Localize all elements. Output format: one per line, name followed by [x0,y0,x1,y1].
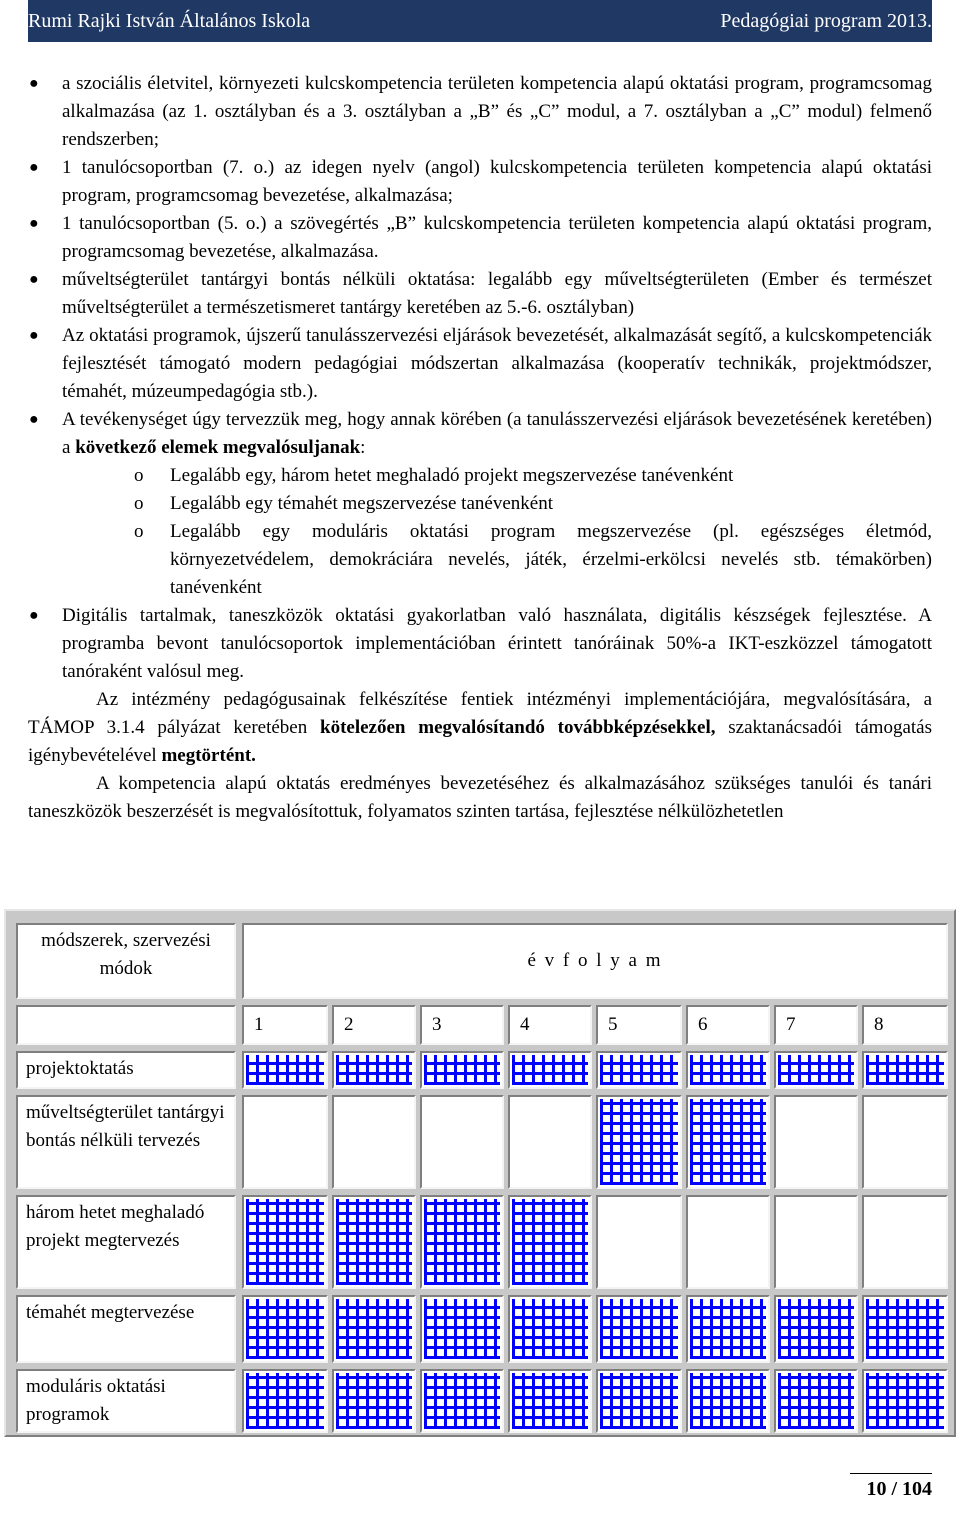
hatched-cell [596,1295,682,1363]
hatched-cell [242,1295,328,1363]
hatched-cell [596,1369,682,1433]
empty-cell [862,1195,948,1289]
grade-label: 5 [596,1005,682,1045]
empty-cell [332,1095,416,1189]
sub-item: o Legalább egy témahét megszervezése tanévenként [28,490,932,518]
grid-hatch-icon [690,1373,766,1429]
corner-header: módszerek, szervezési módok [16,923,236,999]
hatched-cell [420,1369,504,1433]
hatched-cell [508,1051,592,1089]
hatched-cell [596,1095,682,1189]
grid-hatch-icon [336,1373,412,1429]
grid-hatch-icon [424,1373,500,1429]
row-label: projektoktatás [16,1051,236,1089]
paragraph: A kompetencia alapú oktatás eredményes bevezetéséhez és alkalmazásához szükséges tanulói és tanári taneszközök beszerzését is megvalósítottuk, folyamatos szinten tartása, fejlesztése nélkülözhetetlen [28,773,932,822]
hatched-cell [686,1295,770,1363]
bullet-item: ● a szociális életvitel, környezeti kulcskompetencia területen kompetencia alapú oktatási program, programcsomag alkalmazása (az 1. osztályban és a 3. osztályban a „B” és „C” modul, a 7. osztályban a „C” modul) felmenő rendszerben; [28,70,932,154]
grid-hatch-icon [600,1299,678,1359]
grid-hatch-icon [512,1055,588,1085]
grid-hatch-icon [690,1055,766,1085]
grid-hatch-icon [246,1373,324,1429]
hatched-cell [332,1369,416,1433]
bullet-item: ● A tevékenységet úgy tervezzük meg, hogy annak körében (a tanulásszervezési eljárások bevezetésének keretében) a következő elemek megvalósuljanak: [28,406,932,462]
bullet-item: ● 1 tanulócsoportban (5. o.) a szövegértés „B” kulcskompetencia területen kompetencia alapú oktatási program, programcsomag bevezetése, alkalmazása. [28,210,932,266]
grid-hatch-icon [866,1055,944,1085]
hatched-cell [774,1369,858,1433]
hatched-cell [774,1295,858,1363]
hatched-cell [508,1369,592,1433]
empty-cell [596,1195,682,1289]
grid-hatch-icon [866,1299,944,1359]
grid-hatch-icon [778,1055,854,1085]
grid-hatch-icon [690,1099,766,1185]
grade-label: 7 [774,1005,858,1045]
bullet-icon: ● [29,271,39,288]
methods-table [4,909,956,1437]
grid-hatch-icon [246,1055,324,1085]
grid-hatch-icon [778,1299,854,1359]
page-header [28,0,932,42]
grade-label: 6 [686,1005,770,1045]
row-label: moduláris oktatási programok [16,1369,236,1433]
grid-hatch-icon [600,1373,678,1429]
grade-label: 8 [862,1005,948,1045]
bullet-icon: ● [29,607,39,624]
hatched-cell [420,1295,504,1363]
row-label: témahét megtervezése [16,1295,236,1363]
bullet-icon: ● [29,159,39,176]
grade-label: 2 [332,1005,416,1045]
school-name: Rumi Rajki István Általános Iskola [28,9,311,32]
grid-hatch-icon [600,1099,678,1185]
grid-hatch-icon [424,1199,500,1285]
page-number: 10 / 104 [866,1478,932,1500]
bullet-item: ● Az oktatási programok, újszerű tanulásszervezési eljárások bevezetését, alkalmazását segítő, a kulcskompetenciák fejlesztését támogató modern pedagógiai módszertan alkalmazása (kooperatív technikák, projektmódszer, témahét, múzeumpedagógia stb.). [28,322,932,406]
grid-hatch-icon [512,1373,588,1429]
bullet-item: ● Digitális tartalmak, taneszközök oktatási gyakorlatban való használata, digitális készségek fejlesztése. A programba bevont tanulócsoportok implementációban érintett tanóráinak 50%-a IKT-eszközzel támogatott tanóraként valósul meg. [28,602,932,686]
grade-label: 3 [420,1005,504,1045]
grid-hatch-icon [336,1299,412,1359]
grid-hatch-icon [336,1199,412,1285]
grid-hatch-icon [424,1299,500,1359]
circle-bullet-icon: o [134,521,144,542]
grid-hatch-icon [246,1299,324,1359]
circle-bullet-icon: o [134,465,144,486]
grid-hatch-icon [600,1055,678,1085]
body-text [28,70,932,826]
hatched-cell [862,1051,948,1089]
hatched-cell [596,1051,682,1089]
hatched-cell [332,1051,416,1089]
grade-header: é v f o l y a m [242,923,948,999]
sub-item: o Legalább egy, három hetet meghaladó projekt megszervezése tanévenként [28,462,932,490]
bullet-icon: ● [29,215,39,232]
grid-hatch-icon [512,1299,588,1359]
empty-cell [686,1195,770,1289]
bullet-item: ● 1 tanulócsoportban (7. o.) az idegen nyelv (angol) kulcskompetencia területen kompetencia alapú oktatási program, programcsomag bevezetése, alkalmazása; [28,154,932,210]
empty-cell [242,1095,328,1189]
hatched-cell [686,1369,770,1433]
empty-cell [774,1195,858,1289]
paragraph: Az intézmény pedagógusainak felkészítése fentiek intézményi implementációjára, megvalósítására, a TÁMOP 3.1.4 pályázat keretében kötelezően megvalósítandó továbbképzésekkel, szaktanácsadói támogatás igénybevételével megtörtént. [28,689,933,766]
grid-hatch-icon [246,1199,324,1285]
bullet-item: ● műveltségterület tantárgyi bontás nélküli oktatása: legalább egy műveltségterületen (Ember és természet műveltségterület a természetismeret tantárgy keretében az 5.-6. osztályban) [28,266,932,322]
empty-cell [16,1005,236,1045]
hatched-cell [332,1295,416,1363]
row-label: műveltségterület tantárgyi bontás nélküli tervezés [16,1095,236,1189]
hatched-cell [242,1369,328,1433]
hatched-cell [242,1051,328,1089]
grid-hatch-icon [424,1055,500,1085]
hatched-cell [774,1051,858,1089]
bullet-icon: ● [29,75,39,92]
grid-hatch-icon [512,1199,588,1285]
hatched-cell [420,1195,504,1289]
hatched-cell [686,1051,770,1089]
hatched-cell [508,1295,592,1363]
grid-hatch-icon [778,1373,854,1429]
hatched-cell [686,1095,770,1189]
row-label: három hetet meghaladó projekt megtervezés [16,1195,236,1289]
hatched-cell [332,1195,416,1289]
grid-hatch-icon [866,1373,944,1429]
empty-cell [774,1095,858,1189]
hatched-cell [420,1051,504,1089]
hatched-cell [508,1195,592,1289]
empty-cell [862,1095,948,1189]
grid-hatch-icon [690,1299,766,1359]
empty-cell [508,1095,592,1189]
footer-rule [850,1473,932,1474]
hatched-cell [862,1369,948,1433]
grade-label: 4 [508,1005,592,1045]
document-title: Pedagógiai program 2013. [720,9,932,32]
bullet-icon: ● [29,411,39,428]
grid-hatch-icon [336,1055,412,1085]
circle-bullet-icon: o [134,493,144,514]
sub-item: o Legalább egy moduláris oktatási program megszervezése (pl. egészséges életmód, környezetvédelem, demokráciára nevelés, játék, érzelmi-erkölcsi nevelés stb. témakörben) tanévenként [28,518,932,602]
hatched-cell [862,1295,948,1363]
bullet-icon: ● [29,327,39,344]
empty-cell [420,1095,504,1189]
hatched-cell [242,1195,328,1289]
grade-label: 1 [242,1005,328,1045]
